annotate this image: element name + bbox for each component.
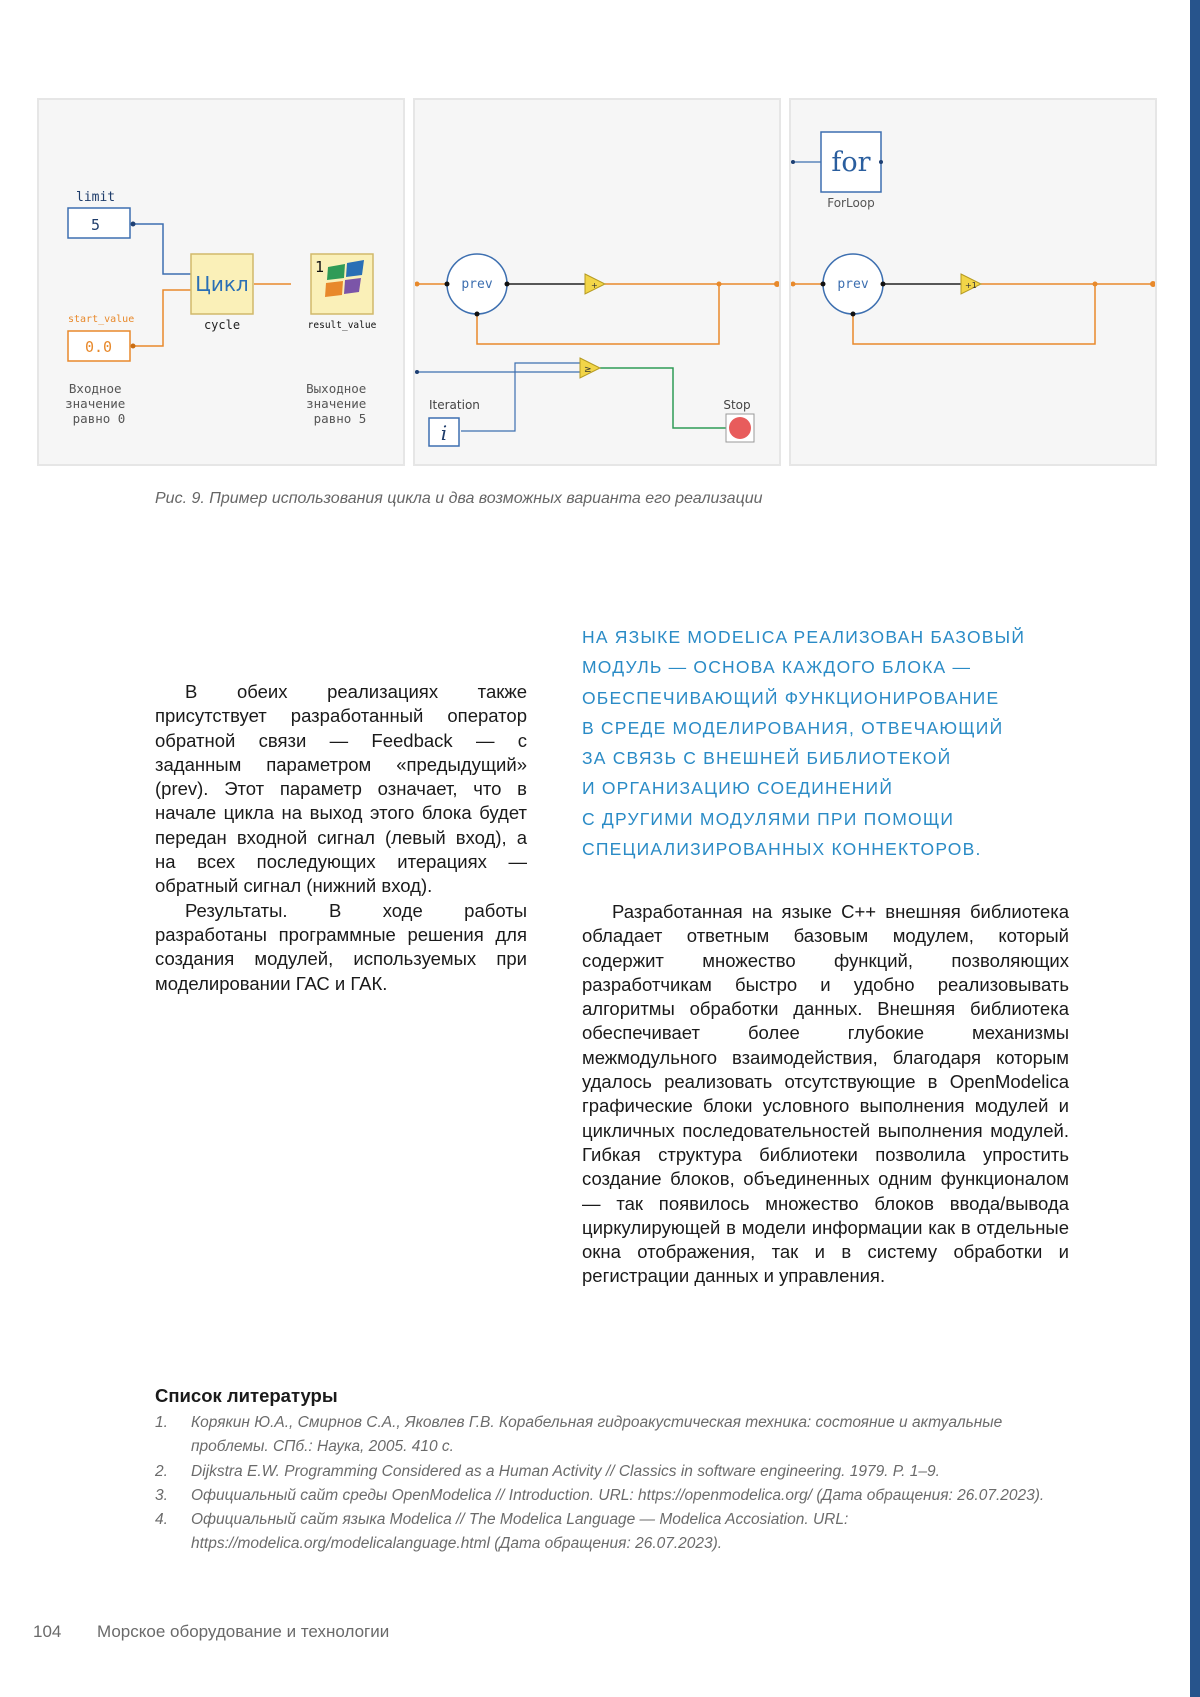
pull-quote-line: В СРЕДЕ МОДЕЛИРОВАНИЯ, ОТВЕЧАЮЩИЙ bbox=[582, 717, 1004, 738]
left-column bbox=[155, 680, 527, 996]
right-column bbox=[582, 900, 1069, 1289]
figure-panel-forloop-variant bbox=[789, 98, 1157, 466]
paragraph-feedback: В обеих реализациях также присутствует разработанный оператор обратной связи — Feedback — с заданным параметром «предыдущий» (prev). Этот параметр означает, что в начале цикла на выход этого блока будет передан входной сигнал (левый вход), а на всех последующих итерациях — обратный сигнал (нижний вход). bbox=[155, 681, 527, 897]
page-edge-bar bbox=[1190, 0, 1200, 1697]
figure-panel-cycle-example bbox=[37, 98, 405, 466]
stop-label: Stop bbox=[723, 398, 751, 412]
limit-value: 5 bbox=[91, 216, 101, 234]
pull-quote-line: ОБЕСПЕЧИВАЮЩИЙ ФУНКЦИОНИРОВАНИЕ bbox=[582, 687, 1000, 708]
iteration-symbol: i bbox=[440, 421, 448, 445]
start-value-value: 0.0 bbox=[85, 338, 113, 356]
pull-quote-line: СПЕЦИАЛИЗИРОВАННЫХ КОННЕКТОРОВ. bbox=[582, 839, 982, 860]
pull-quote-line: И ОРГАНИЗАЦИЮ СОЕДИНЕНИЙ bbox=[582, 778, 894, 799]
pull-quote-line: ЗА СВЯЗЬ С ВНЕШНЕЙ БИБЛИОТЕКОЙ bbox=[582, 748, 952, 769]
reference-item: 4. Официальный сайт языка Modelica // The Modelica Language — Modelica Accosiation. URL: https://modelica.org/modelicalanguage.html (Дата обращения: 26.07.2023). bbox=[155, 1511, 849, 1553]
limit-label: limit bbox=[76, 190, 116, 205]
stop-indicator-icon bbox=[729, 417, 751, 439]
for-label: for bbox=[831, 147, 871, 178]
page-footer bbox=[33, 1622, 389, 1642]
reference-item: 3. Официальный сайт среды OpenModelica // Introduction. URL: https://openmodelica.org/ (Дата обращения: 26.07.2023). bbox=[155, 1486, 1045, 1504]
paragraph-library: Разработанная на языке С++ внешняя библиотека обладает ответным базовым модулем, который содержит множество функций, позволяющих разработчикам быстро и удобно реализовывать алгоритмы обработки данных. Внешняя библиотека обеспечивает более глубокие механизмы межмодульного взаимодействия, благодаря которым удалось реализовать отсутствующие в OpenModelica графические блоки условного выполнения модулей и цикличных последовательностей выполнения модулей. Гибкая структура библиотеки позволила упростить создание блоков, объединенных одним функционалом — так появилось множество блоков ввода/вывода циркулирующей в модели информации как в отдельные окна отображения, так и в систему обработки и регистрации данных и управления. bbox=[582, 901, 1069, 1287]
reference-item: 1. Корякин Ю.А., Смирнов С.А., Яковлев Г.В. Корабельная гидроакустическая техника: состояние и актуальные проблемы. СПб.: Наука, 2005. 410 с. bbox=[155, 1414, 1003, 1456]
paragraph-results: Результаты. В ходе работы разработаны программные решения для создания модулей, используемых при моделировании ГАС и ГАК. bbox=[155, 899, 527, 994]
reference-item: 2. Dijkstra E.W. Programming Considered as a Human Activity // Classics in software engineering. 1979. P. 1–9. bbox=[155, 1462, 940, 1480]
references-title: Список литературы bbox=[155, 1385, 338, 1406]
compare-symbol: ≥ bbox=[584, 365, 592, 375]
prev-label-2: prev bbox=[837, 277, 869, 292]
figure-panel-feedback-variant bbox=[413, 98, 781, 466]
references bbox=[155, 1385, 1075, 1557]
pull-quote-line: НА ЯЗЫКЕ MODELICA РЕАЛИЗОВАН БАЗОВЫЙ bbox=[582, 627, 1026, 647]
pull-quote-line: С ДРУГИМИ МОДУЛЯМИ ПРИ ПОМОЩИ bbox=[582, 808, 955, 829]
forloop-label: ForLoop bbox=[827, 196, 875, 210]
input-note: Входное значение равно 0 bbox=[65, 381, 126, 426]
pull-quote-line: МОДУЛЬ — ОСНОВА КАЖДОГО БЛОКА — bbox=[582, 657, 972, 678]
iteration-label: Iteration bbox=[429, 398, 480, 412]
plus-symbol: + bbox=[591, 281, 598, 290]
journal-title: Морское оборудование и технологии bbox=[97, 1622, 390, 1641]
start-value-label: start_value bbox=[68, 314, 135, 325]
plus-one-symbol: +1 bbox=[965, 281, 977, 290]
figure-caption: Рис. 9. Пример использования цикла и два возможных варианта его реализации bbox=[155, 490, 763, 507]
page-number: 104 bbox=[33, 1622, 62, 1641]
result-number: 1 bbox=[315, 258, 325, 276]
cycle-label: cycle bbox=[203, 318, 241, 332]
pull-quote bbox=[582, 622, 1082, 864]
prev-label-1: prev bbox=[461, 277, 493, 292]
result-label: result_value bbox=[307, 320, 377, 331]
output-note: Выходное значение равно 5 bbox=[306, 381, 367, 426]
cycle-block-title: Цикл bbox=[195, 272, 249, 296]
figure-9 bbox=[37, 98, 1157, 468]
